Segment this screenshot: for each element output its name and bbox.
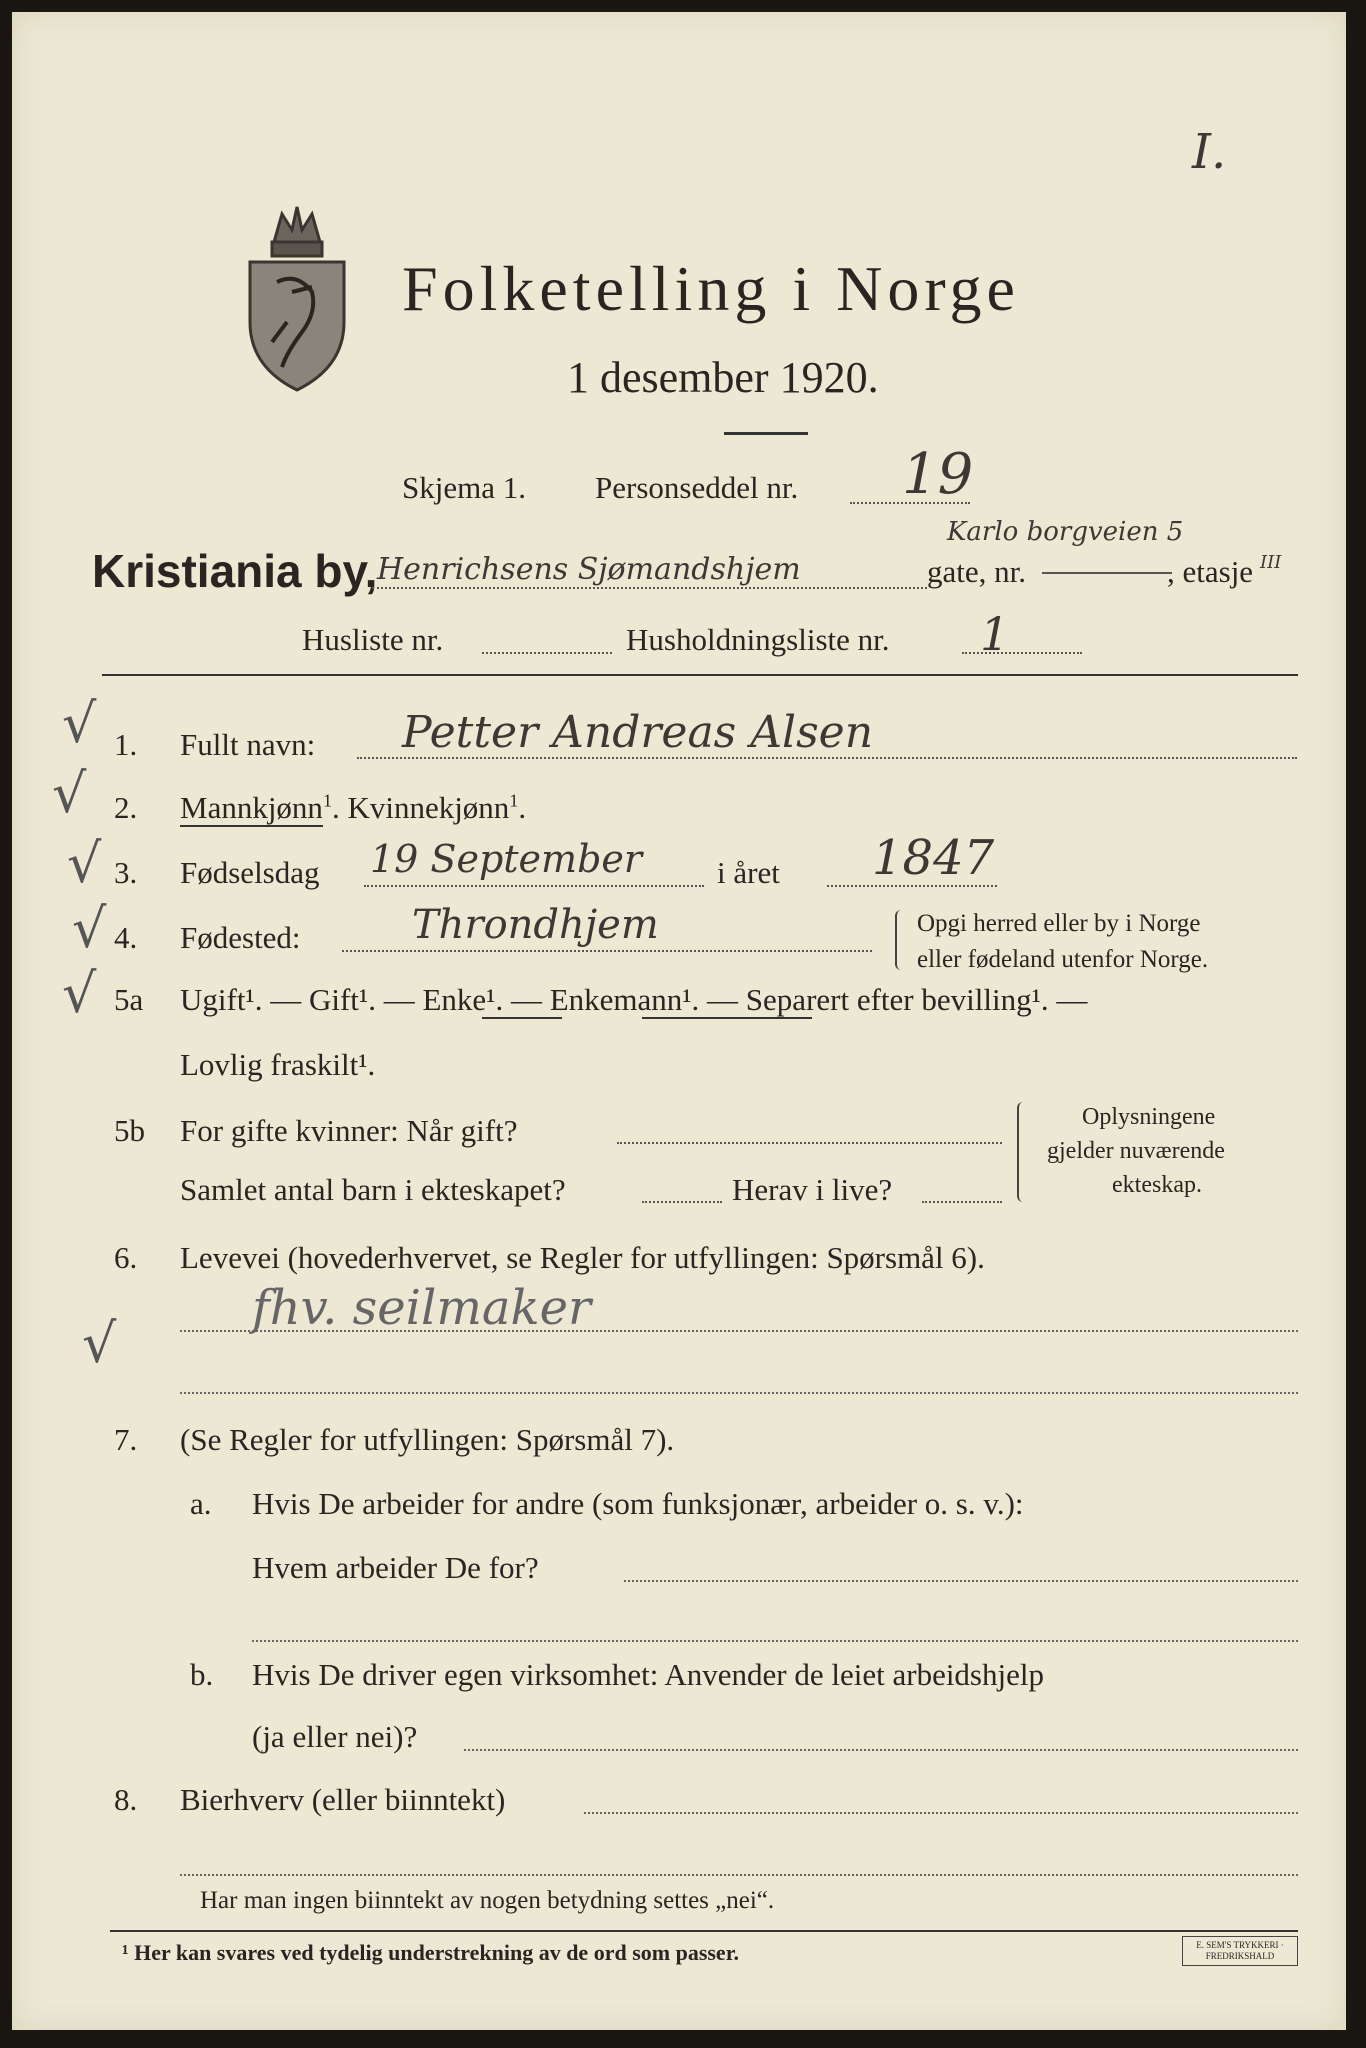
alt-street-value[interactable]: Karlo borgveien 5 bbox=[947, 517, 1184, 547]
footnote-divider bbox=[110, 1930, 1298, 1932]
q6-number: 6. bbox=[114, 1240, 138, 1275]
street-value[interactable]: Henrichsens Sjømandshjem bbox=[377, 552, 801, 587]
form-title: Folketelling i Norge bbox=[402, 253, 1020, 324]
q5b-alive-line bbox=[922, 1201, 1002, 1203]
check-mark-3: √ bbox=[67, 832, 102, 895]
q7b-letter: b. bbox=[190, 1657, 214, 1692]
birthplace-value[interactable]: Throndhjem bbox=[412, 902, 659, 948]
female-option[interactable]: Kvinnekjønn bbox=[347, 790, 510, 825]
enke-underline bbox=[482, 1017, 562, 1019]
husholdning-label: Husholdningsliste nr. bbox=[626, 622, 890, 657]
birth-year-value[interactable]: 1847 bbox=[872, 830, 995, 886]
birthday-value[interactable]: 19 September bbox=[370, 837, 643, 881]
q4-label: Fødested: bbox=[180, 920, 301, 955]
occupation-value[interactable]: fhv. seilmaker bbox=[252, 1280, 591, 1336]
q1-label: Fullt navn: bbox=[180, 727, 316, 762]
gate-strike bbox=[1042, 572, 1172, 574]
q1-line bbox=[357, 757, 1297, 759]
city-label: Kristiania by, bbox=[92, 545, 378, 597]
q5a-number: 5a bbox=[114, 982, 144, 1017]
q5b-married-line bbox=[617, 1142, 1002, 1144]
q3-year-line bbox=[827, 885, 997, 887]
q7a-letter: a. bbox=[190, 1486, 212, 1521]
enkemann-underline bbox=[642, 1017, 812, 1019]
q5b-note-line1: Oplysningene bbox=[1082, 1104, 1216, 1130]
full-name-value[interactable]: Petter Andreas Alsen bbox=[402, 707, 874, 758]
census-date: 1 desember 1920. bbox=[567, 353, 879, 402]
gate-label: gate, nr. bbox=[927, 554, 1026, 589]
q4-line bbox=[342, 950, 872, 952]
q4-brace bbox=[895, 910, 907, 970]
personseddel-value[interactable]: 19 bbox=[902, 442, 974, 507]
q8-answer-line2 bbox=[180, 1874, 1298, 1876]
q4-note-line1: Opgi herred eller by i Norge bbox=[917, 910, 1201, 937]
census-form bbox=[12, 12, 1346, 2030]
q6-line2 bbox=[180, 1392, 1298, 1394]
title-divider bbox=[724, 432, 808, 435]
skjema-label: Skjema 1. bbox=[402, 470, 526, 505]
q5b-note-line2: gjelder nuværende bbox=[1047, 1138, 1225, 1164]
check-mark-6: √ bbox=[82, 1312, 117, 1375]
q6-label: Levevei (hovederhvervet, se Regler for utfyllingen: Spørsmål 6). bbox=[180, 1240, 985, 1275]
husholdning-value[interactable]: 1 bbox=[980, 607, 1010, 661]
q7a-answer-line bbox=[624, 1580, 1298, 1582]
check-mark-1: √ bbox=[62, 692, 97, 755]
q4-note-line2: eller fødeland utenfor Norge. bbox=[917, 946, 1209, 973]
male-option[interactable]: Mannkjønn bbox=[180, 790, 323, 825]
etasje-label: , etasje bbox=[1167, 554, 1254, 589]
check-mark-2: √ bbox=[52, 762, 87, 825]
husliste-line bbox=[482, 652, 612, 654]
coat-of-arms-icon bbox=[242, 192, 352, 392]
q5b-line1: For gifte kvinner: Når gift? bbox=[180, 1113, 518, 1148]
q3-day-line bbox=[364, 885, 704, 887]
q2-number: 2. bbox=[114, 790, 138, 825]
q7b-line2: (ja eller nei)? bbox=[252, 1719, 418, 1754]
husliste-label: Husliste nr. bbox=[302, 622, 444, 657]
q8-label: Bierhverv (eller biinntekt) bbox=[180, 1782, 506, 1817]
bottom-note: Har man ingen biinntekt av nogen betydning settes „nei“. bbox=[200, 1887, 775, 1914]
q7a-line2: Hvem arbeider De for? bbox=[252, 1550, 539, 1585]
street-line bbox=[372, 587, 927, 589]
q7b-answer-line bbox=[464, 1749, 1298, 1751]
q5b-children-line bbox=[642, 1201, 722, 1203]
q5b-alive-label: Herav i live? bbox=[732, 1172, 893, 1207]
q7b-line1: Hvis De driver egen virksomhet: Anvender de leiet arbeidshjelp bbox=[252, 1657, 1044, 1692]
section-divider bbox=[102, 674, 1298, 676]
q5b-number: 5b bbox=[114, 1113, 145, 1148]
printer-stamp: E. SEM'S TRYKKERI · FREDRIKSHALD bbox=[1182, 1936, 1298, 1966]
check-mark-4: √ bbox=[72, 897, 107, 960]
q6-line1 bbox=[180, 1330, 1298, 1332]
q5b-children-label: Samlet antal barn i ekteskapet? bbox=[180, 1172, 566, 1207]
q7-label: (Se Regler for utfyllingen: Spørsmål 7). bbox=[180, 1422, 675, 1457]
etasje-value[interactable]: III bbox=[1260, 552, 1282, 573]
q5b-brace bbox=[1017, 1102, 1029, 1202]
q1-number: 1. bbox=[114, 727, 138, 762]
marital-status-options[interactable]: Ugift¹. — Gift¹. — Enke¹. — Enkemann¹. — Separert efter bevilling¹. — bbox=[180, 982, 1088, 1017]
year-label: i året bbox=[717, 855, 780, 890]
corner-mark: I. bbox=[1192, 124, 1227, 180]
q3-number: 3. bbox=[114, 855, 138, 890]
q4-number: 4. bbox=[114, 920, 138, 955]
q2-options: Mannkjønn$^1$. Kvinnekjønn$^1$. bbox=[180, 790, 527, 825]
q8-number: 8. bbox=[114, 1782, 138, 1817]
q7a-answer-line2 bbox=[252, 1640, 1298, 1642]
q3-label: Fødselsdag bbox=[180, 855, 320, 890]
personseddel-label: Personseddel nr. bbox=[595, 470, 799, 505]
q8-answer-line bbox=[584, 1812, 1298, 1814]
q5b-note-line3: ekteskap. bbox=[1112, 1172, 1202, 1198]
q7-number: 7. bbox=[114, 1422, 138, 1457]
footnote: ¹ Her kan svares ved tydelig understrekning av de ord som passer. bbox=[122, 1940, 739, 1965]
q7a-line1: Hvis De arbeider for andre (som funksjonær, arbeider o. s. v.): bbox=[252, 1486, 1024, 1521]
q5a-line2: Lovlig fraskilt¹. bbox=[180, 1047, 376, 1082]
check-mark-5: √ bbox=[62, 962, 97, 1025]
